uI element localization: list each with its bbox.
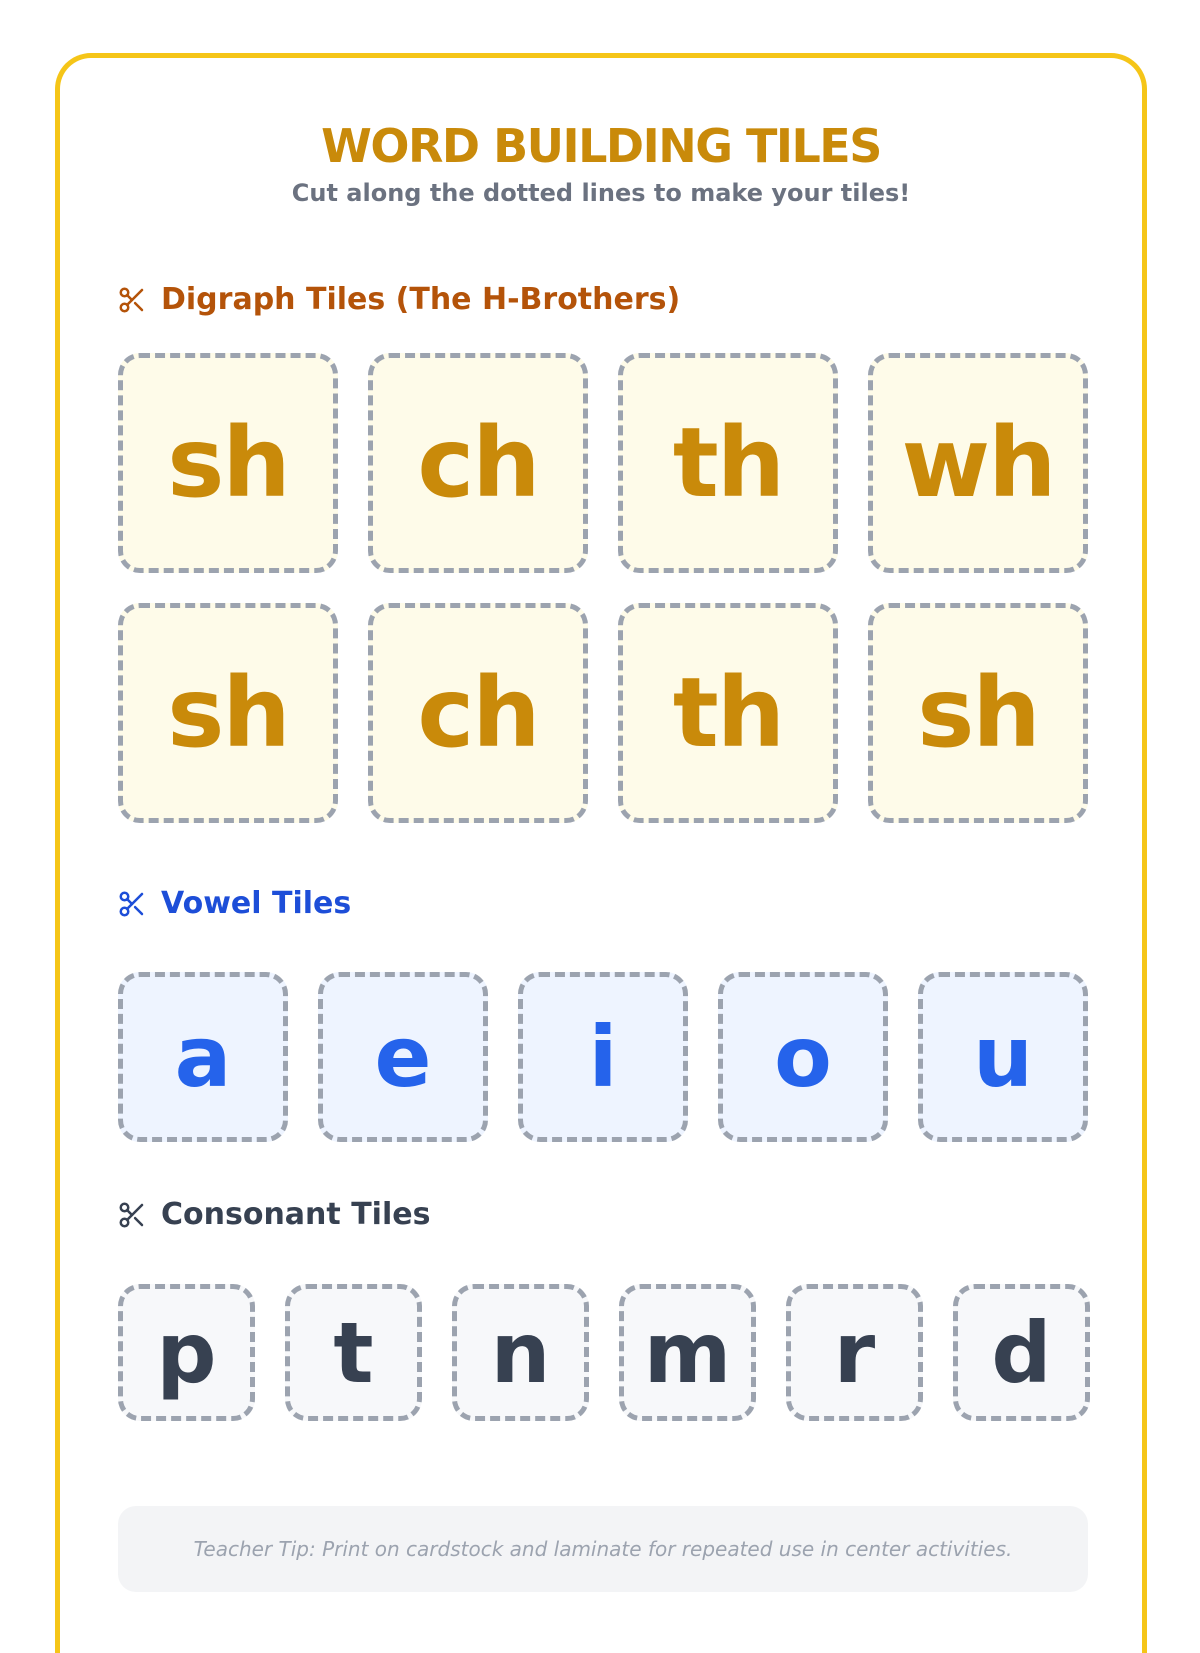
digraph-tile: ch [368,603,588,823]
digraph-tile: ch [368,353,588,573]
scissors-icon [117,285,147,315]
vowel-tile: i [518,972,688,1142]
scissors-icon [117,1200,147,1230]
digraph-tile: wh [868,353,1088,573]
vowel-tile-grid [118,972,1088,1142]
digraph-tile: sh [118,603,338,823]
digraph-tile: sh [118,353,338,573]
vowel-tile: e [318,972,488,1142]
vowel-tile: o [718,972,888,1142]
section-heading-consonant [117,1195,430,1235]
consonant-tile: n [452,1284,589,1421]
consonant-tile: m [619,1284,756,1421]
vowel-tile: a [118,972,288,1142]
vowel-tile: u [918,972,1088,1142]
digraph-tile: th [618,603,838,823]
worksheet-card [55,53,1147,1653]
section-heading-label: Vowel Tiles [161,886,352,921]
section-heading-digraph [117,280,680,320]
page-title: WORD BUILDING TILES [321,119,881,173]
teacher-tip: Teacher Tip: Print on cardstock and laminate for repeated use in center activities. [118,1506,1088,1592]
digraph-tile: sh [868,603,1088,823]
worksheet-header [60,118,1142,208]
consonant-tile: p [118,1284,255,1421]
section-heading-label: Digraph Tiles (The H-Brothers) [161,282,681,317]
consonant-tile: d [953,1284,1090,1421]
digraph-tile-grid [118,353,1088,823]
consonant-tile: r [786,1284,923,1421]
consonant-tile: t [285,1284,422,1421]
section-heading-vowel [117,884,351,924]
digraph-tile: th [618,353,838,573]
scissors-icon [117,889,147,919]
page-subtitle: Cut along the dotted lines to make your tiles! [291,179,911,207]
section-heading-label: Consonant Tiles [161,1197,431,1232]
consonant-tile-grid [118,1284,1088,1421]
